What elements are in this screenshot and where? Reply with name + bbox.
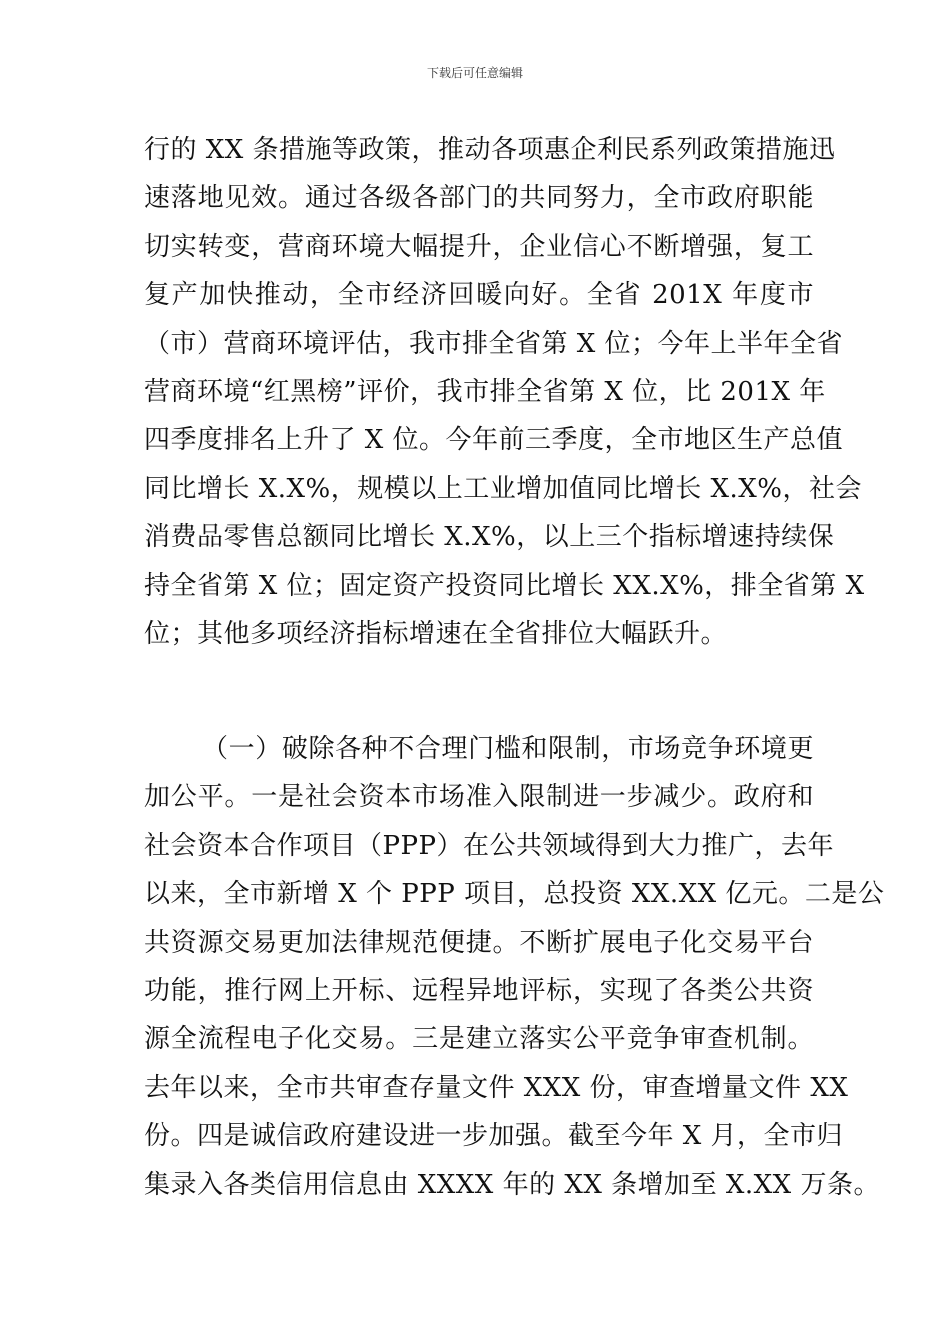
text-line: 社会资本合作项目（PPP）在公共领域得到大力推广，去年 bbox=[144, 830, 834, 861]
page-header: 下载后可任意编辑 bbox=[426, 66, 523, 80]
text-line: 行的 XX 条措施等政策，推动各项惠企利民系列政策措施迅 bbox=[144, 135, 836, 165]
text-line: 切实转变，营商环境大幅提升，企业信心不断增强，复工 bbox=[144, 231, 814, 262]
text-line: （市）营商环境评估，我市排全省第 X 位；今年上半年全省 bbox=[144, 328, 844, 359]
text-line: （一）破除各种不合理门槛和限制，市场竞争环境更 bbox=[202, 734, 814, 764]
text-line: 源全流程电子化交易。三是建立落实公平竞争审查机制。 bbox=[144, 1024, 814, 1055]
text-line: 共资源交易更加法律规范便捷。不断扩展电子化交易平台 bbox=[144, 927, 814, 958]
text-line: 持全省第 X 位；固定资产投资同比增长 XX.X%，排全省第 X bbox=[144, 570, 865, 601]
text-line: 营商环境“红黑榜”评价，我市排全省第 X 位，比 201X 年 bbox=[144, 376, 826, 407]
text-line: 份。四是诚信政府建设进一步加强。截至今年 X 月，全市归 bbox=[144, 1121, 844, 1152]
text-line: 四季度排名上升了 X 位。今年前三季度，全市地区生产总值 bbox=[144, 425, 844, 456]
text-line: 位；其他多项经济指标增速在全省排位大幅跃升。 bbox=[144, 618, 728, 649]
body-paragraph-2 bbox=[144, 725, 885, 1209]
text-line: 同比增长 X.X%，规模以上工业增加值同比增长 X.X%，社会 bbox=[144, 473, 863, 504]
text-line: 复产加快推动，全市经济回暖向好。全省 201X 年度市 bbox=[144, 280, 814, 311]
text-line: 消费品零售总额同比增长 X.X%，以上三个指标增速持续保 bbox=[144, 522, 835, 553]
text-line: 集录入各类信用信息由 XXXX 年的 XX 条增加至 X.XX 万条。 bbox=[144, 1169, 880, 1200]
text-line: 去年以来，全市共审查存量文件 XXX 份，审查增量文件 XX bbox=[144, 1072, 849, 1103]
text-line: 速落地见效。通过各级各部门的共同努力，全市政府职能 bbox=[144, 183, 814, 214]
text-line: 功能，推行网上开标、远程异地评标，实现了各类公共资 bbox=[144, 975, 814, 1006]
text-line: 加公平。一是社会资本市场准入限制进一步减少。政府和 bbox=[144, 782, 814, 813]
text-line: 以来，全市新增 X 个 PPP 项目，总投资 XX.XX 亿元。二是公 bbox=[144, 879, 885, 910]
body-paragraph-1 bbox=[144, 126, 865, 658]
